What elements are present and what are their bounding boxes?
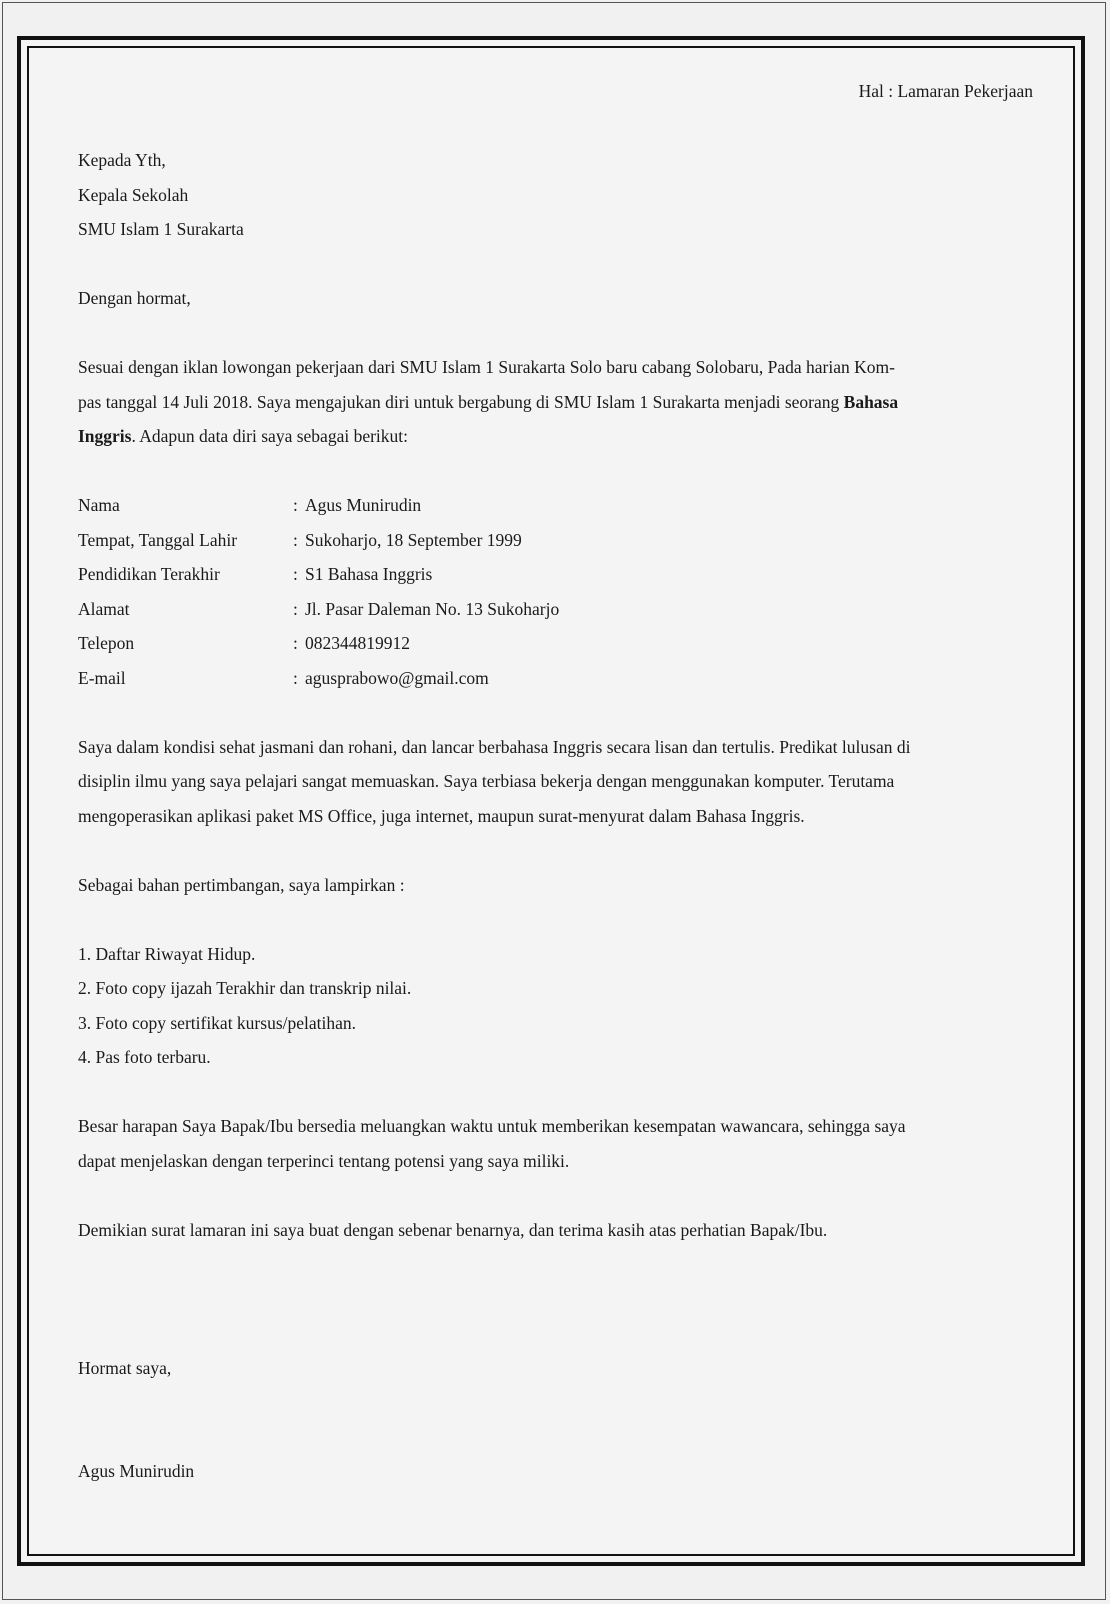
attachments-list [78,937,1033,1075]
recipient-line: SMU Islam 1 Surakarta [78,219,244,239]
data-value: Sukoharjo, 18 September 1999 [305,529,522,550]
skills-paragraph [78,730,1033,834]
sign-off: Hormat saya, [78,1357,172,1378]
intro-line [78,419,1033,454]
data-separator: : [293,598,298,619]
data-row-name [78,488,1033,523]
data-separator: : [293,529,298,550]
recipient-block [78,143,1033,247]
attachments-intro: Sebagai bahan pertimbangan, saya lampirkan : [78,874,405,895]
data-row-address [78,592,1033,627]
skills-line: mengoperasikan aplikasi paket MS Office, juga internet, maupun surat-menyurat dalam Bahasa Inggris. [78,805,805,826]
greeting: Dengan hormat, [78,288,191,308]
list-item: 1. Daftar Riwayat Hidup. [78,943,256,964]
list-item: 3. Foto copy sertifikat kursus/pelatihan. [78,1012,357,1033]
data-separator: : [293,564,298,584]
hope-line: Besar harapan Saya Bapak/Ibu bersedia meluangkan waktu untuk memberikan kesempatan wawancara, sehingga saya [78,1116,906,1136]
signatory-name: Agus Munirudin [78,1461,195,1481]
data-value: Jl. Pasar Daleman No. 13 Sukoharjo [305,598,560,619]
data-row-education [78,557,1033,592]
position-bold: Inggris [78,426,132,446]
position-bold: Bahasa [843,391,899,412]
recipient-line: Kepada Yth, [78,150,166,170]
data-separator: : [293,667,298,688]
data-label: Telepon [78,633,135,653]
data-separator: : [293,495,298,515]
data-value: S1 Bahasa Inggris [305,564,433,584]
list-item: 2. Foto copy ijazah Terakhir dan transkrip nilai. [78,978,412,998]
subject-line: Hal : Lamaran Pekerjaan [858,81,1033,101]
skills-line: Saya dalam kondisi sehat jasmani dan rohani, dan lancar berbahasa Inggris secara lisan dan tertulis. Predikat lulusan di [78,736,911,757]
data-label: Pendidikan Terakhir [78,564,220,584]
data-value: agusprabowo@gmail.com [305,667,489,688]
intro-line: Sesuai dengan iklan lowongan pekerjaan dari SMU Islam 1 Surakarta Solo baru cabang Solobaru, Pada harian Kom- [78,357,895,377]
intro-text: pas tanggal 14 Juli 2018. Saya mengajukan diri untuk bergabung di SMU Islam 1 Surakarta menjadi seorang [78,391,844,412]
skills-line: disiplin ilmu yang saya pelajari sangat memuaskan. Saya terbiasa bekerja dengan menggunakan komputer. Terutama [78,771,895,791]
intro-paragraph [78,350,1033,454]
data-value: Agus Munirudin [305,495,422,515]
hope-paragraph [78,1109,1033,1178]
data-label: Nama [78,495,120,515]
data-label: Tempat, Tanggal Lahir [78,529,238,550]
data-value: 082344819912 [305,633,410,653]
letter-body [78,74,1033,1489]
intro-line [78,385,1033,420]
data-label: E-mail [78,667,126,688]
data-row-birth [78,523,1033,558]
recipient-line: Kepala Sekolah [78,184,189,205]
personal-data [78,488,1033,695]
data-row-phone [78,626,1033,661]
list-item: 4. Pas foto terbaru. [78,1047,211,1067]
data-row-email [78,661,1033,696]
data-label: Alamat [78,598,130,619]
closing-line: Demikian surat lamaran ini saya buat dengan sebenar benarnya, dan terima kasih atas perhatian Bapak/Ibu. [78,1219,828,1240]
data-separator: : [293,633,298,653]
hope-line: dapat menjelaskan dengan terperinci tentang potensi yang saya miliki. [78,1150,570,1171]
intro-text: . Adapun data diri saya sebagai berikut: [131,426,408,446]
